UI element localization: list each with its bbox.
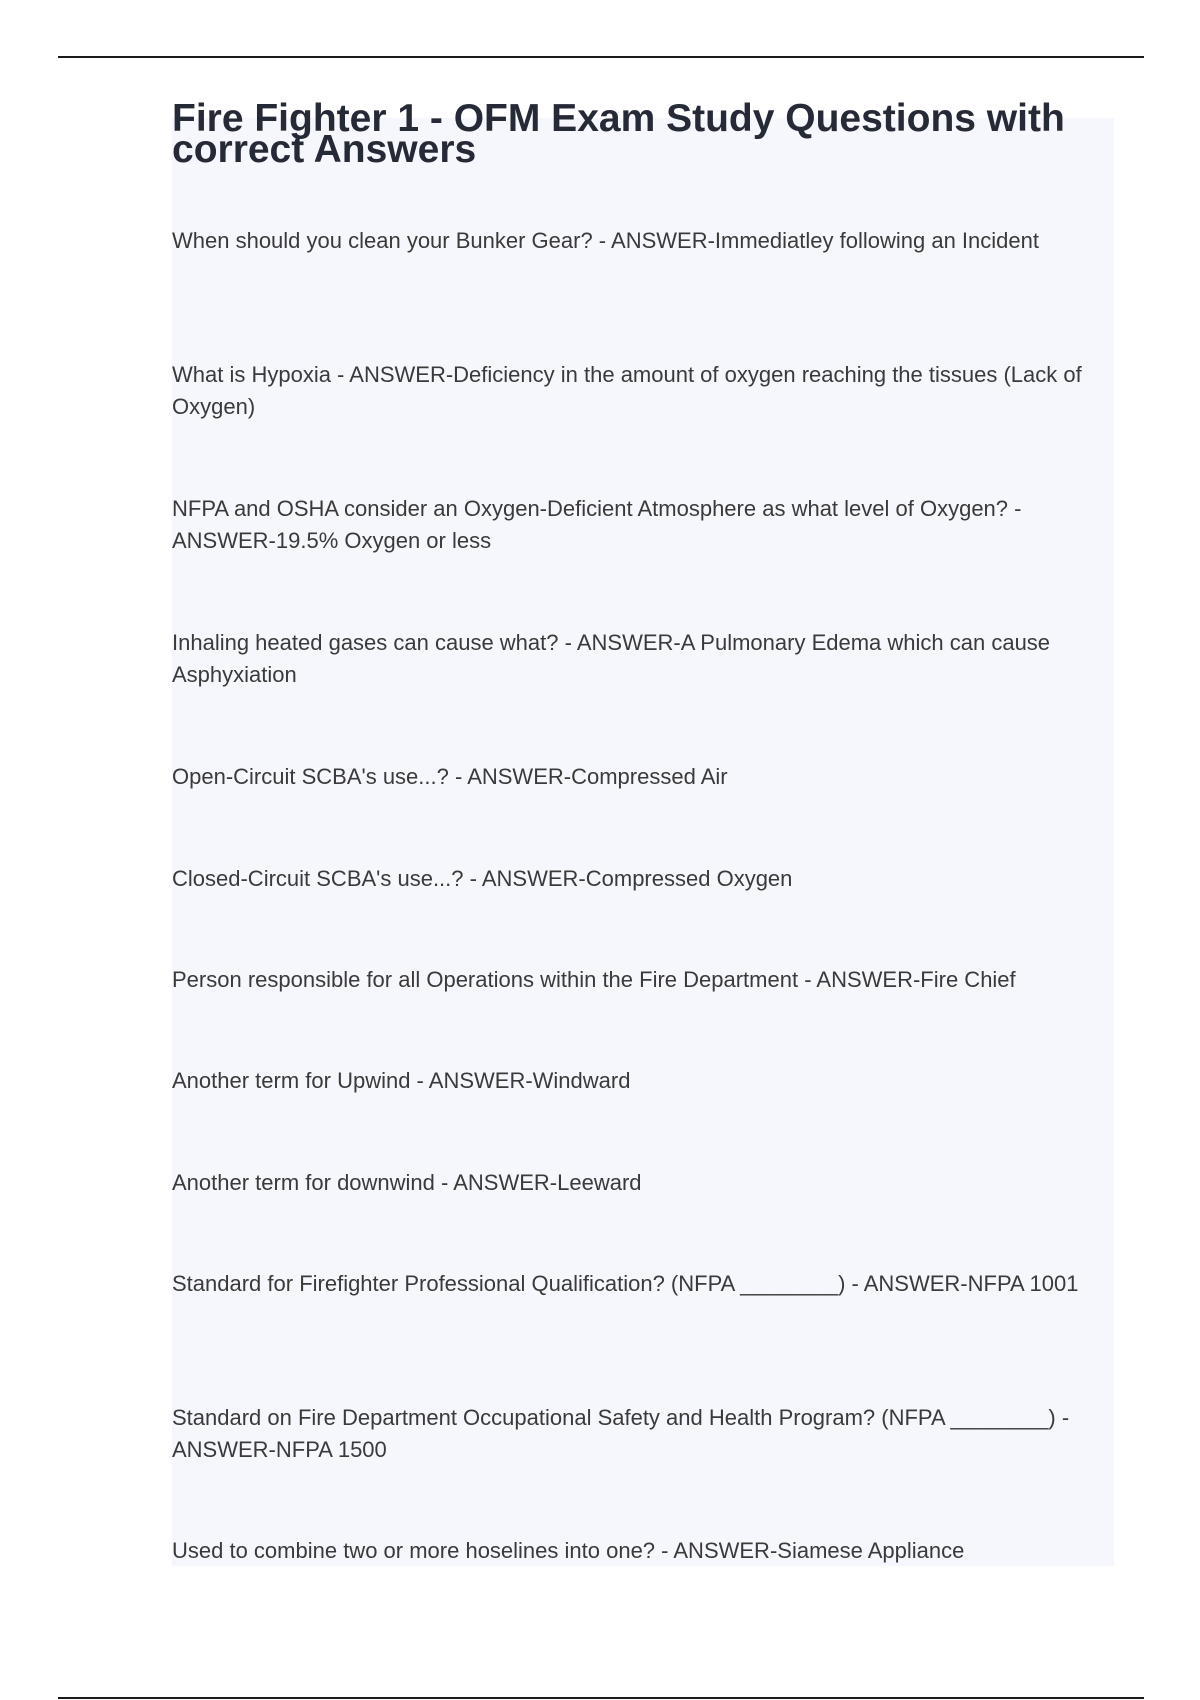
qa-item-7: Person responsible for all Operations within the Fire Department - ANSWER-Fire Chief — [172, 967, 1016, 992]
qa-item-4: Inhaling heated gases can cause what? - ANSWER-A Pulmonary Edema which can cause Asphyxiation — [172, 630, 1051, 687]
document-title: Fire Fighter 1 - OFM Exam Study Questions with correct Answers — [172, 97, 1065, 171]
qa-item-1: When should you clean your Bunker Gear? - ANSWER-Immediatley following an Incident — [172, 228, 1039, 253]
qa-item-12: Used to combine two or more hoselines into one? - ANSWER-Siamese Appliance — [172, 1538, 965, 1563]
qa-item-10: Standard for Firefighter Professional Qualification? (NFPA ________) - ANSWER-NFPA 1001 — [172, 1271, 1079, 1296]
qa-item-11: Standard on Fire Department Occupational Safety and Health Program? (NFPA ________) - ANSWER-NFPA 1500 — [172, 1405, 1070, 1462]
qa-item-5: Open-Circuit SCBA's use...? - ANSWER-Compressed Air — [172, 764, 728, 789]
content-background — [172, 118, 1114, 1566]
qa-item-9: Another term for downwind - ANSWER-Leeward — [172, 1170, 642, 1195]
bottom-divider — [58, 1697, 1144, 1699]
qa-item-6: Closed-Circuit SCBA's use...? - ANSWER-Compressed Oxygen — [172, 866, 793, 891]
qa-item-8: Another term for Upwind - ANSWER-Windward — [172, 1068, 631, 1093]
top-divider — [58, 56, 1144, 58]
qa-item-2: What is Hypoxia - ANSWER-Deficiency in the amount of oxygen reaching the tissues (Lack of Oxygen) — [172, 362, 1082, 419]
qa-item-3: NFPA and OSHA consider an Oxygen-Deficient Atmosphere as what level of Oxygen? - ANSWER-19.5% Oxygen or less — [172, 496, 1022, 553]
